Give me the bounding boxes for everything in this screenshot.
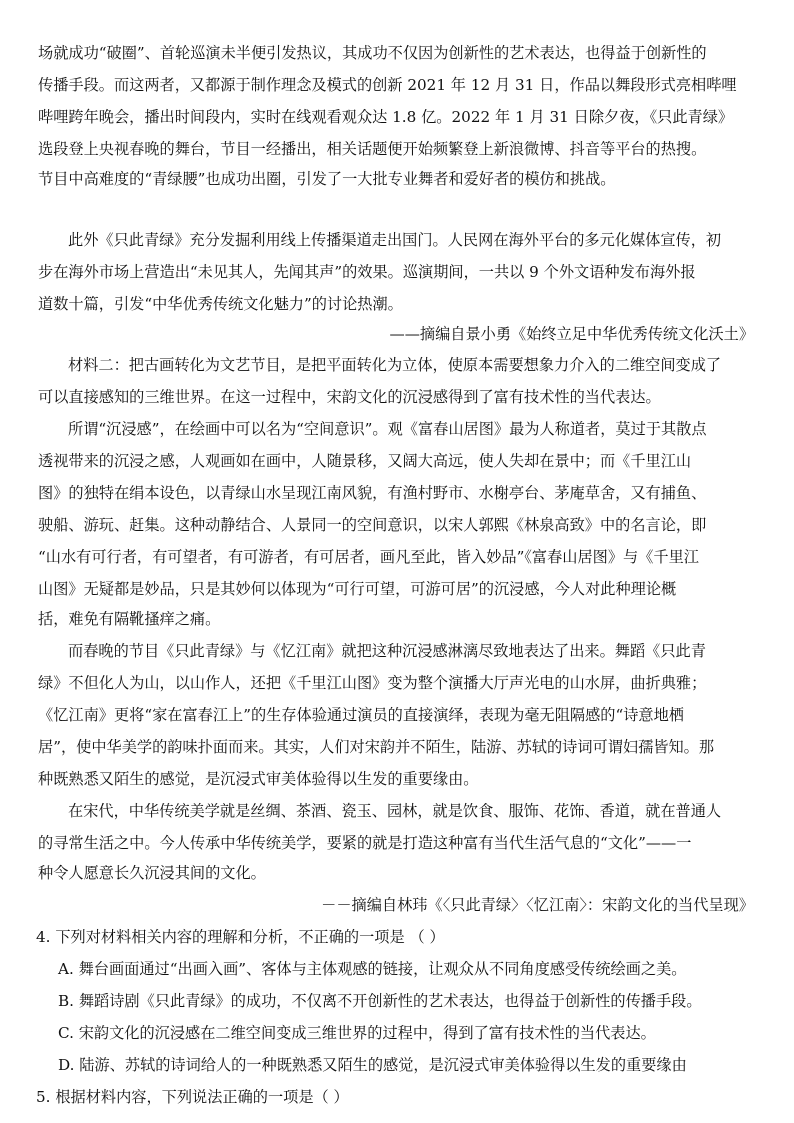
- paragraph-line: 图》的独特在绢本设色，以青绿山水呈现江南风貌，有渔村野市、水榭亭台、茅庵草舍，又有捕鱼、: [38, 484, 707, 502]
- paragraph-line: 步在海外市场上营造出“未见其人，先闻其声”的效果。巡演期间，一共以 9 个外文语种发布海外报: [38, 263, 696, 281]
- paragraph-line: 《忆江南》更将“家在富春江上”的生存体验通过演员的直接演绎，表现为毫无阻隔感的“诗意地栖: [38, 706, 684, 724]
- paragraph-line: 种令人愿意长久沉浸其间的文化。: [38, 864, 266, 882]
- paragraph-line: 山图》无疑都是妙品，只是其妙何以体现为“可行可望，可游可居”的沉浸感，今人对此种理论概: [38, 580, 677, 598]
- source-citation: ——摘编自景小勇《始终立足中华优秀传统文化沃土》: [389, 325, 754, 343]
- source-citation: －－摘编自林玮《〈只此青绿〉〈忆江南〉：宋韵文化的当代呈现》: [321, 896, 754, 914]
- question-4: 4. 下列对材料相关内容的理解和分析，不正确的一项是 （ ）: [36, 928, 445, 946]
- paragraph-line: 选段登上央视春晚的舞台，节目一经播出，相关话题便开始频繁登上新浪微博、抖音等平台的热搜。: [38, 140, 707, 158]
- option-a: A. 舞台画面通过“出画入画”、客体与主体观感的链接，让观众从不同角度感受传统绘画之美。: [58, 960, 687, 978]
- paragraph-line: 道数十篇，引发“中华优秀传统文化魅力”的讨论热潮。: [38, 295, 403, 313]
- paragraph-line: 传播手段。而这两者，又都源于制作理念及模式的创新 2021 年 12 月 31 日，作品以舞段形式亮相哔哩: [38, 76, 737, 94]
- paragraph-line: 而春晚的节目《只此青绿》与《忆江南》就把这种沉浸感淋漓尽致地表达了出来。舞蹈《只此青: [68, 642, 706, 660]
- paragraph-line: 透视带来的沉浸之感，人观画如在画中，人随景移，又阔大高远，使人失却在景中；而《千里江山: [38, 452, 692, 470]
- paragraph-line: 此外《只此青绿》充分发掘利用线上传播渠道走出国门。人民网在海外平台的多元化媒体宣传，初: [68, 231, 722, 249]
- paragraph-line: 在宋代，中华传统美学就是丝绸、茶酒、瓷玉、园林，就是饮食、服饰、花饰、香道，就在普通人: [68, 802, 722, 820]
- paragraph-line: 场就成功“破圈”、首轮巡演未半便引发热议，其成功不仅因为创新性的艺术表达，也得益于创新性的: [38, 44, 707, 62]
- option-d: D. 陆游、苏轼的诗词给人的一种既熟悉又陌生的感觉，是沉浸式审美体验得以生发的重要缘由: [58, 1056, 687, 1074]
- paragraph-line: 材料二：把古画转化为文艺节目，是把平面转化为立体，使原本需要想象力介入的二维空间变成了: [68, 356, 722, 374]
- option-b: B. 舞蹈诗剧《只此青绿》的成功，不仅离不开创新性的艺术表达，也得益于创新性的传播手段。: [58, 992, 702, 1010]
- option-c: C. 宋韵文化的沉浸感在二维空间变成三维世界的过程中，得到了富有技术性的当代表达。: [58, 1024, 656, 1042]
- paragraph-line: 哔哩跨年晚会，播出时间段内，实时在线观看观众达 1.8 亿。2022 年 1 月 31 日除夕夜，《只此青绿》: [38, 108, 734, 126]
- paragraph-line: 括，难免有隔靴搔痒之痛。: [38, 610, 221, 628]
- paragraph-line: 种既熟悉又陌生的感觉，是沉浸式审美体验得以生发的重要缘由。: [38, 770, 479, 788]
- question-5: 5. 根据材料内容，下列说法正确的一项是（ ）: [36, 1088, 349, 1106]
- paragraph-line: 可以直接感知的三维世界。在这一过程中，宋韵文化的沉浸感得到了富有技术性的当代表达。: [38, 388, 661, 406]
- paragraph-line: 的寻常生活之中。今人传承中华传统美学，要紧的就是打造这种富有当代生活气息的“文化”——一: [38, 834, 692, 852]
- paragraph-line: “山水有可行者，有可望者，有可游者，有可居者，画凡至此，皆入妙品”《富春山居图》与《千里江: [38, 548, 699, 566]
- paragraph-line: 所谓“沉浸感”，在绘画中可以名为“空间意识”。观《富春山居图》最为人称道者，莫过于其散点: [68, 420, 707, 438]
- paragraph-line: 驶船、游玩、赶集。这种动静结合、人景同一的空间意识，以宋人郭熙《林泉高致》中的名言论，即: [38, 516, 707, 534]
- paragraph-line: 绿》不但化人为山，以山作人，还把《千里江山图》变为整个演播大厅声光电的山水屏，曲折典雅；: [38, 674, 707, 692]
- paragraph-line: 节目中高难度的“青绿腰”也成功出圈，引发了一大批专业舞者和爱好者的模仿和挑战。: [38, 170, 616, 188]
- paragraph-line: 居”，使中华美学的韵味扑面而来。其实，人们对宋韵并不陌生，陆游、苏轼的诗词可谓妇孺皆知。那: [38, 738, 715, 756]
